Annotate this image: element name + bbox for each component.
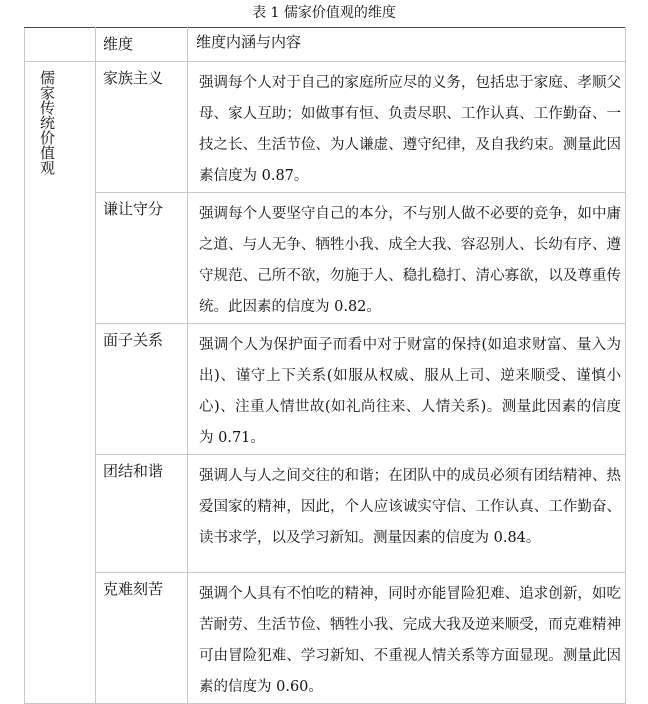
content-cell (188, 62, 626, 193)
content-text: 强调个人为保护面子而看中对于财富的保持(如追求财富、量入为出)、谨守上下关系(如服从权威、服从上司、逆来顺受、谨慎小心)、注重人情世故(如礼尚往来、人情关系)。测量此因素的信度为 0.71。 (199, 337, 621, 446)
content-text: 强调每个人要坚守自己的本分，不与别人做不必要的竞争，如中庸之道、与人无争、牺牲小我、成全大我、容忍别人、长幼有序、遵守规范、己所不欲，勿施于人、稳扎稳打、清心寡欲，以及尊重传统。此因素的信度为 0.82。 (199, 206, 621, 315)
content-cell (188, 193, 626, 324)
table-caption: 表 1 儒家价值观的维度 (252, 5, 396, 21)
table-row (25, 193, 626, 324)
table-row (25, 573, 626, 704)
dimension-cell: 面子关系 (96, 324, 188, 455)
dimension-cell: 克难刻苦 (96, 573, 188, 704)
table-row (25, 455, 626, 573)
content-cell (188, 324, 626, 455)
group-label-cell (25, 62, 96, 704)
table-row (25, 324, 626, 455)
content-cell (188, 573, 626, 704)
content-text: 强调每个人对于自己的家庭所应尽的义务，包括忠于家庭、孝顺父母、家人互助；如做事有恒、负责尽职、工作认真、工作勤奋、一技之长、生活节俭、为人谦虚、遵守纪律，及自我约束。测量此因素信度为 0.87。 (199, 75, 621, 184)
table-row (25, 62, 626, 193)
header-group-cell (25, 28, 96, 62)
dimension-cell: 谦让守分 (96, 193, 188, 324)
header-dimension: 维度 (96, 28, 188, 62)
content-text: 强调人与人之间交往的和谐；在团队中的成员必须有团结精神、热爱国家的精神，因此，个人应该诚实守信、工作认真、工作勤奋、读书求学，以及学习新知。测量因素的信度为 0.84。 (199, 468, 621, 546)
content-cell (188, 455, 626, 573)
dimensions-table (24, 27, 626, 704)
dimension-cell: 团结和谐 (96, 455, 188, 573)
group-label: 儒家传统价值观 (38, 70, 56, 175)
header-content: 维度内涵与内容 (188, 28, 626, 62)
content-text: 强调个人具有不怕吃的精神，同时亦能冒险犯难、追求创新，如吃苦耐劳、生活节俭、牺牲小我、完成大我及逆来顺受，而克难精神可由冒险犯难、学习新知、不重视人情关系等方面显现。测量此因素的信度为 0.60。 (199, 586, 621, 695)
table-header-row (25, 28, 626, 62)
dimension-cell: 家族主义 (96, 62, 188, 193)
